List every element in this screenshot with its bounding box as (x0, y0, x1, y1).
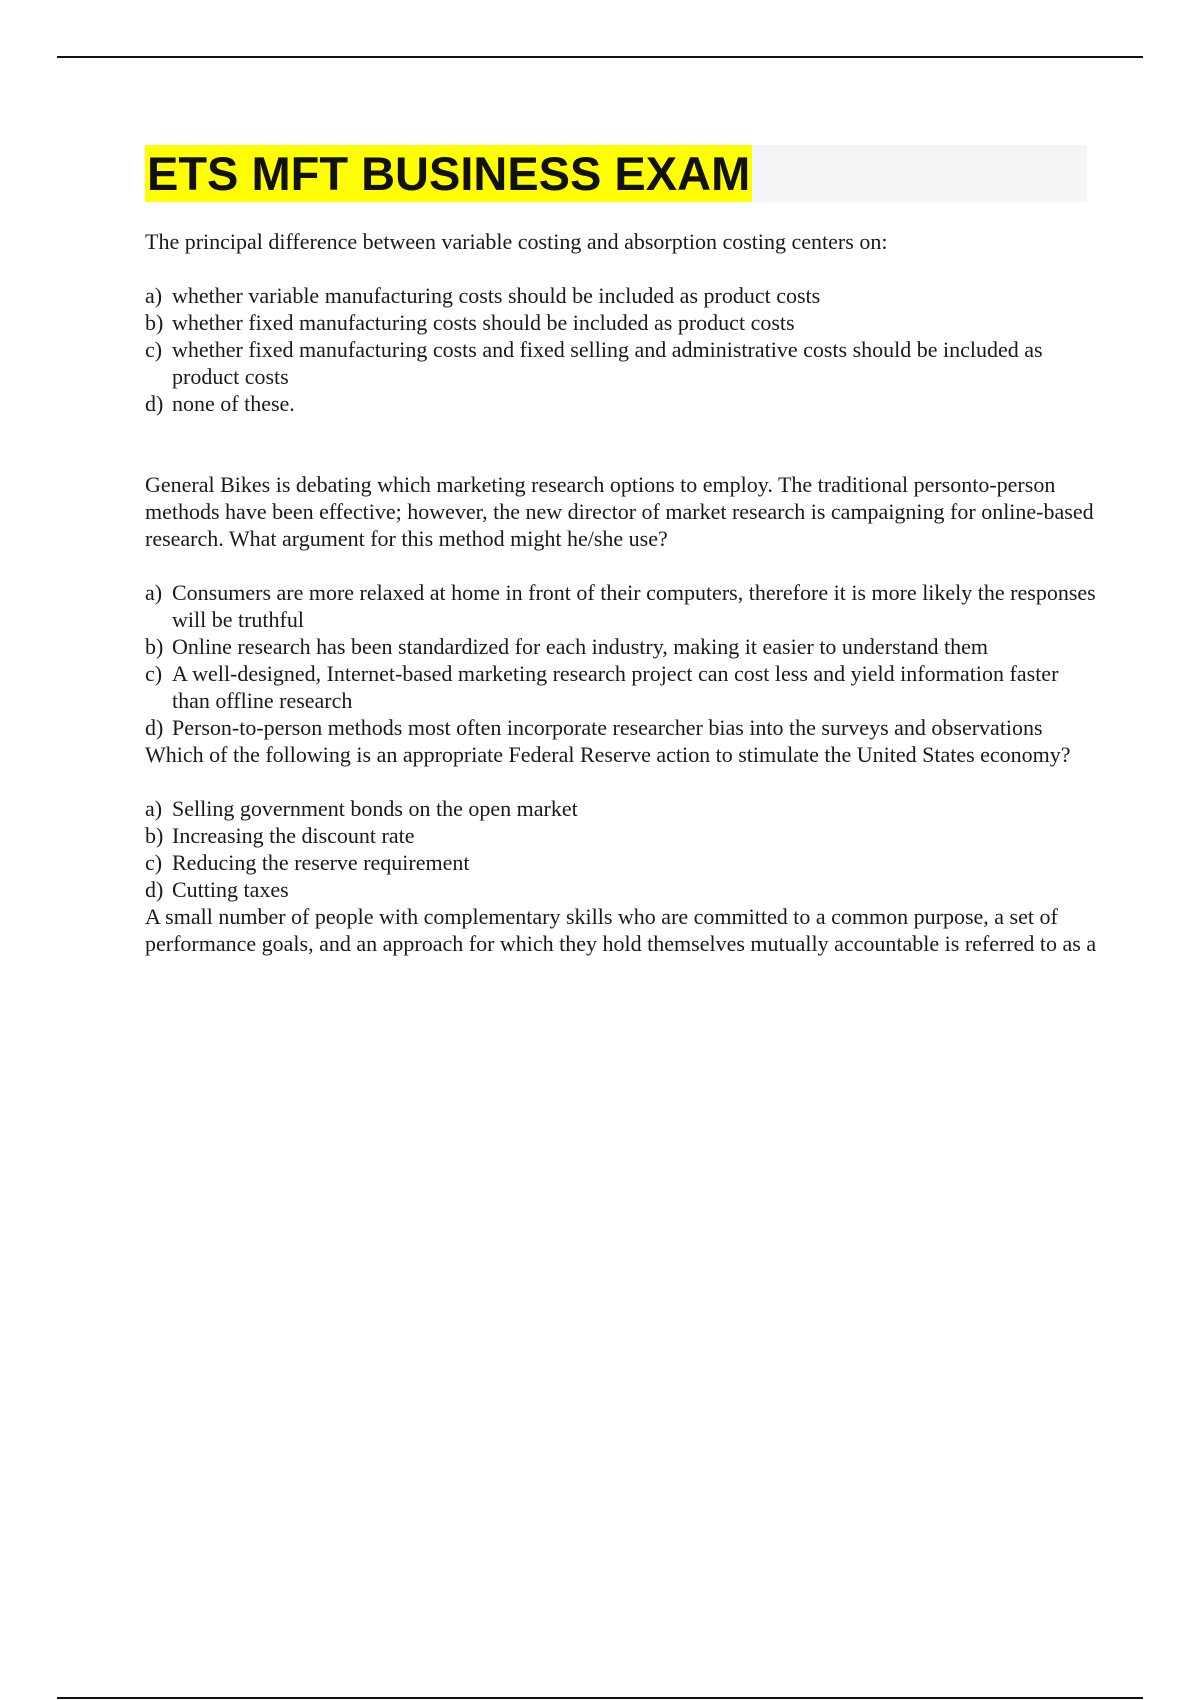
question-2-option-b (145, 633, 1100, 660)
option-letter: b) (145, 634, 164, 659)
question-2-option-d (145, 714, 1100, 741)
option-letter: d) (145, 391, 164, 416)
option-text: whether fixed manufacturing costs should be included as product costs (172, 310, 795, 335)
option-text: whether fixed manufacturing costs and fixed selling and administrative costs should be included as product costs (172, 337, 1043, 389)
header-rule (57, 56, 1143, 58)
question-3-text (145, 741, 1100, 768)
footer-rule (57, 1697, 1143, 1699)
option-text: none of these. (172, 391, 295, 416)
question-text: General Bikes is debating which marketing research options to employ. The traditional personto-person methods have been effective; however, the new director of market research is campaigning for online-based research. What argument for this method might he/she use? (145, 472, 1094, 551)
question-1-text (145, 228, 1100, 255)
option-letter: a) (145, 580, 163, 605)
option-letter: c) (145, 337, 163, 362)
question-3-option-d (145, 876, 1100, 903)
question-4-text (145, 903, 1100, 957)
option-letter: c) (145, 661, 163, 686)
option-text: Cutting taxes (172, 877, 289, 902)
option-letter: b) (145, 310, 164, 335)
option-text: Online research has been standardized for each industry, making it easier to understand them (172, 634, 988, 659)
question-2-text (145, 471, 1100, 552)
option-letter: d) (145, 715, 164, 740)
question-3-option-c (145, 849, 1100, 876)
option-text: Person-to-person methods most often incorporate researcher bias into the surveys and observations (172, 715, 1043, 740)
option-text: A well-designed, Internet-based marketing research project can cost less and yield information faster than offline research (172, 661, 1059, 713)
option-letter: d) (145, 877, 164, 902)
option-letter: c) (145, 850, 163, 875)
question-1-option-b (145, 309, 1100, 336)
question-2-option-c (145, 660, 1100, 714)
option-text: Consumers are more relaxed at home in front of their computers, therefore it is more likely the responses will be truthful (172, 580, 1096, 632)
question-1-option-d (145, 390, 1100, 417)
document-body (145, 228, 1100, 984)
option-text: Reducing the reserve requirement (172, 850, 470, 875)
option-text: Selling government bonds on the open market (172, 796, 578, 821)
document-title: ETS MFT BUSINESS EXAM (147, 147, 751, 200)
option-text: Increasing the discount rate (172, 823, 415, 848)
question-1-option-c (145, 336, 1100, 390)
question-text: A small number of people with complementary skills who are committed to a common purpose, a set of performance goals, and an approach for which they hold themselves mutually accountable is referred to as a (145, 904, 1097, 956)
option-letter: a) (145, 796, 163, 821)
option-letter: b) (145, 823, 164, 848)
question-2-option-a (145, 579, 1100, 633)
question-text: Which of the following is an appropriate Federal Reserve action to stimulate the United States economy? (145, 742, 1071, 767)
question-text: The principal difference between variable costing and absorption costing centers on: (145, 229, 888, 254)
question-3-option-a (145, 795, 1100, 822)
option-letter: a) (145, 283, 163, 308)
option-text: whether variable manufacturing costs should be included as product costs (172, 283, 821, 308)
question-3-option-b (145, 822, 1100, 849)
question-1-option-a (145, 282, 1100, 309)
